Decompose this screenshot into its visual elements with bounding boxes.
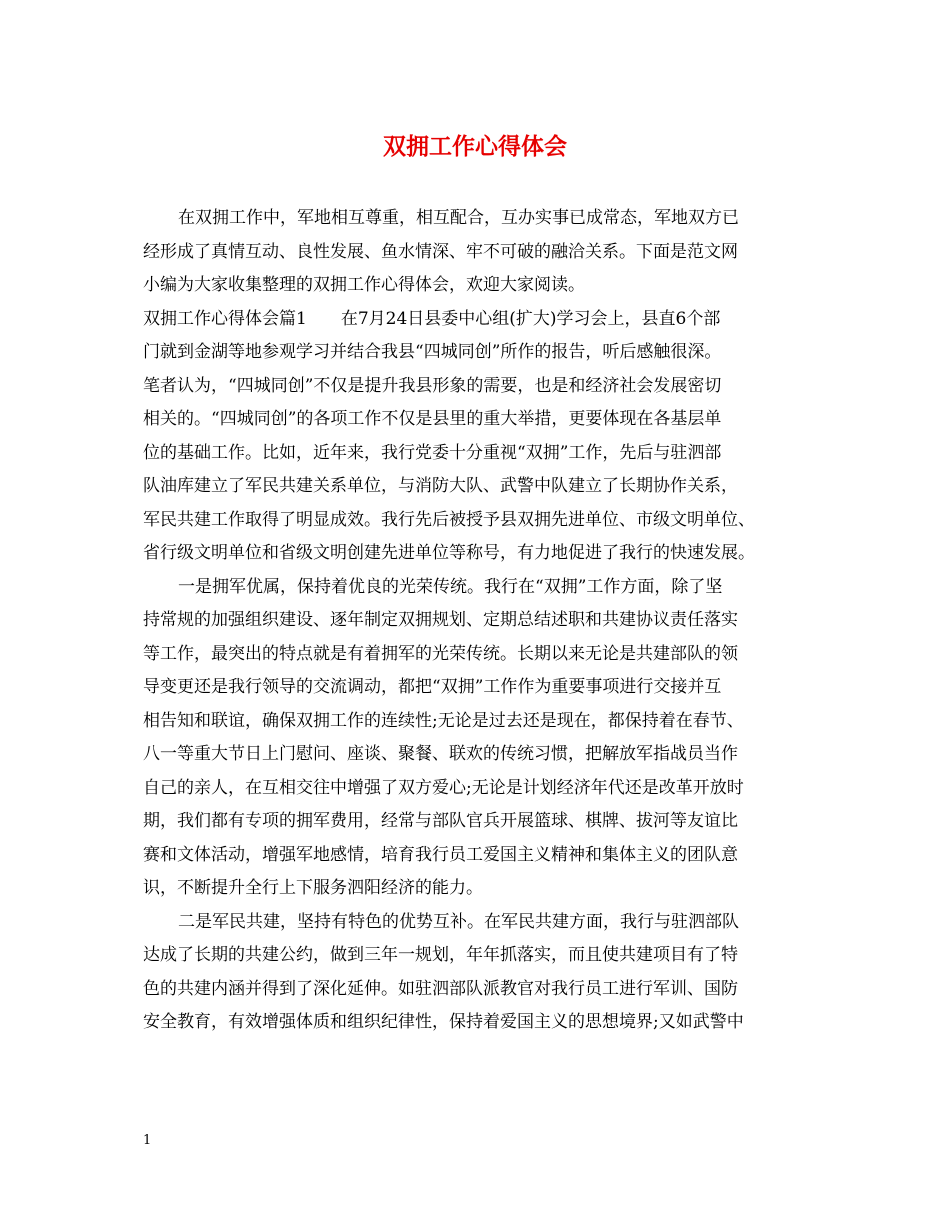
- paragraph-line: 在双拥工作中，军地相互尊重，相互配合，互办实事已成常态，军地双方已: [178, 208, 739, 228]
- paragraph-line: 自己的亲人，在互相交往中增强了双方爱心;无论是计划经济年代还是改革开放时: [143, 777, 744, 798]
- paragraph-line: 笔者认为，“四城同创”不仅是提升我县形象的需要，也是和经济社会发展密切: [143, 375, 722, 396]
- paragraph-line: 一是拥军优属，保持着优良的光荣传统。我行在“双拥”工作方面，除了坚: [178, 576, 723, 597]
- paragraph-line: 期，我们都有专项的拥军费用，经常与部队官兵开展篮球、棋牌、拔河等友谊比: [143, 811, 738, 831]
- page-number: 1: [143, 1133, 152, 1148]
- paragraph-line: 等工作，最突出的特点就是有着拥军的光荣传统。长期以来无论是共建部队的领: [143, 643, 738, 664]
- paragraph-line: 识，不断提升全行上下服务泗阳经济的能力。: [143, 878, 483, 898]
- paragraph-line: 持常规的加强组织建设、逐年制定双拥规划、定期总结述职和共建协议责任落实: [143, 610, 738, 630]
- paragraph-line: 省行级文明单位和省级文明创建先进单位等称号，有力地促进了我行的快速发展。: [143, 543, 755, 563]
- paragraph-line: 色的共建内涵并得到了深化延伸。如驻泗部队派教官对我行员工进行军训、国防: [143, 978, 738, 999]
- paragraph-line: 军民共建工作取得了明显成效。我行先后被授予县双拥先进单位、市级文明单位、: [143, 509, 755, 530]
- paragraph-line: 门就到金湖等地参观学习并结合我县“四城同创”所作的报告，听后感触很深。: [143, 342, 722, 362]
- paragraph-line: 队油库建立了军民共建关系单位，与消防大队、武警中队建立了长期协作关系，: [143, 476, 738, 496]
- document-body: [143, 202, 823, 1040]
- paragraph-line: 双拥工作心得体会篇1 在7月24日县委中心组(扩大)学习会上，县直6个部: [143, 308, 721, 329]
- document-title: 双拥工作心得体会: [383, 134, 567, 160]
- paragraph-line: 经形成了真情互动、良性发展、鱼水情深、牢不可破的融洽关系。下面是范文网: [143, 241, 738, 262]
- paragraph-line: 八一等重大节日上门慰问、座谈、聚餐、联欢的传统习惯，把解放军指战员当作: [143, 744, 738, 764]
- paragraph-line: 达成了长期的共建公约，做到三年一规划，年年抓落实，而且使共建项目有了特: [143, 945, 738, 965]
- paragraph-line: 小编为大家收集整理的双拥工作心得体会，欢迎大家阅读。: [143, 275, 585, 295]
- paragraph-line: 导变更还是我行领导的交流调动，都把“双拥”工作作为重要事项进行交接并互: [143, 677, 722, 697]
- paragraph-line: 位的基础工作。比如，近年来，我行党委十分重视“双拥”工作，先后与驻泗部: [143, 442, 722, 463]
- paragraph-line: 二是军民共建，坚持有特色的优势互补。在军民共建方面，我行与驻泗部队: [178, 911, 739, 932]
- paragraph-line: 赛和文体活动，增强军地感情，培育我行员工爱国主义精神和集体主义的团队意: [143, 844, 738, 865]
- paragraph-line: 相告知和联谊，确保双拥工作的连续性;无论是过去还是现在，都保持着在春节、: [143, 710, 744, 731]
- paragraph-line: 安全教育，有效增强体质和组织纪律性，保持着爱国主义的思想境界;又如武警中: [143, 1012, 744, 1032]
- paragraph-line: 相关的。“四城同创”的各项工作不仅是县里的重大举措，更要体现在各基层单: [143, 409, 722, 429]
